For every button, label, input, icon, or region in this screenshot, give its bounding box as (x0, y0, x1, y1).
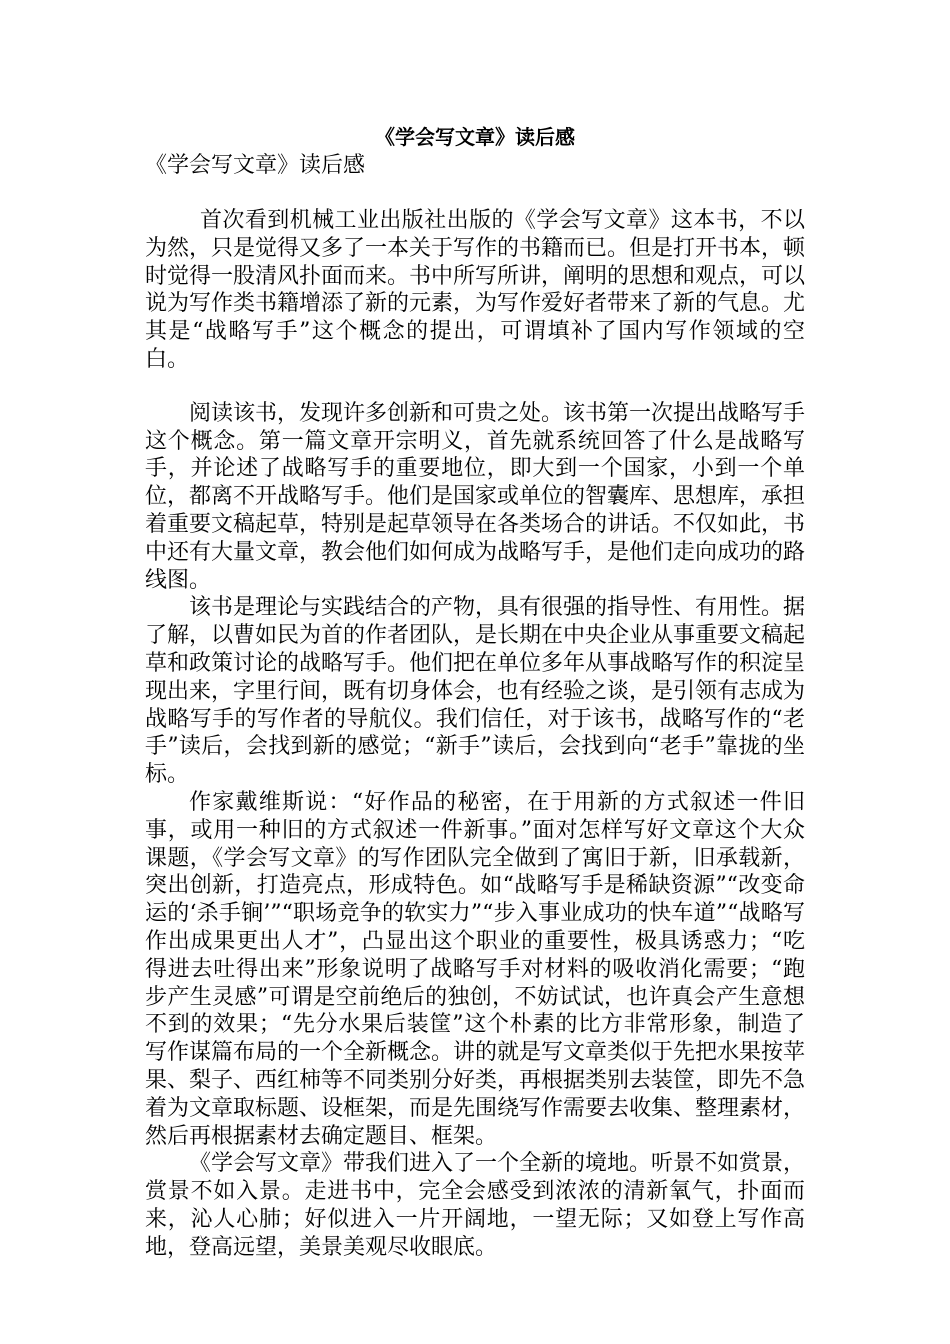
document-page (145, 122, 805, 1261)
document-title: 《学会写文章》读后感 (375, 125, 575, 149)
paragraph-2: 阅读该书，发现许多创新和可贵之处。该书第一次提出战略写手这个概念。第一篇文章开宗明义，首先就系统回答了什么是战略写手，并论述了战略写手的重要地位，即大到一个国家，小到一个单位，都离不开战略写手。他们是国家或单位的智囊库、思想库，承担着重要文稿起草，特别是起草领导在各类场合的讲话。不仅如此，书中还有大量文章，教会他们如何成为战略写手，是他们走向成功的路线图。 (145, 400, 806, 593)
paragraph-5: 《学会写文章》带我们进入了一个全新的境地。听景不如赏景，赏景不如入景。走进书中，完全会感受到浓浓的清新氧气，扑面而来，沁人心肺；好似进入一片开阔地，一望无际；又如登上写作高地，登高远望，美景美观尽收眼底。 (145, 1151, 806, 1260)
paragraph-3: 该书是理论与实践结合的产物，具有很强的指导性、有用性。据了解，以曹如民为首的作者团队，是长期在中央企业从事重要文稿起草和政策讨论的战略写手。他们把在单位多年从事战略写作的积淀呈现出来，字里行间，既有切身体会，也有经验之谈，是引领有志成为战略写手的写作者的导航仪。我们信任，对于该书，战略写作的“老手”读后，会找到新的感觉；“新手”读后，会找到向“老手”靠拢的坐标。 (145, 595, 806, 788)
paragraph-4: 作家戴维斯说：“好作品的秘密，在于用新的方式叙述一件旧事，或用一种旧的方式叙述一件新事。”面对怎样写好文章这个大众课题，《学会写文章》的写作团队完全做到了寓旧于新，旧承载新，突出创新，打造亮点，形成特色。如“战略写手是稀缺资源”“改变命运的‘杀手锏’”“职场竞争的软实力”“步入事业成功的快车道”“战略写作出成果更出人才”，凸显出这个职业的重要性，极具诱惑力；“吃得进去吐得出来”形象说明了战略写手对材料的吸收消化需要；“跑步产生灵感”可谓是空前绝后的独创，不妨试试，也许真会产生意想不到的效果；“先分水果后装筐”这个朴素的比方非常形象，制造了写作谋篇布局的一个全新概念。讲的就是写文章类似于先把水果按苹果、梨子、西红柿等不同类别分好类，再根据类别去装筐，即先不急着为文章取标题、设框架，而是先围绕写作需要去收集、整理素材，然后再根据素材去确定题目、框架。 (145, 789, 806, 1149)
document-subtitle: 《学会写文章》读后感 (145, 153, 366, 178)
paragraph-1: 首次看到机械工业出版社出版的《学会写文章》这本书，不以为然，只是觉得又多了一本关于写作的书籍而已。但是打开书本，顿时觉得一股清风扑面而来。书中所写所讲，阐明的思想和观点，可以说为写作类书籍增添了新的元素，为写作爱好者带来了新的气息。尤其是“战略写手”这个概念的提出，可谓填补了国内写作领域的空白。 (145, 208, 806, 372)
